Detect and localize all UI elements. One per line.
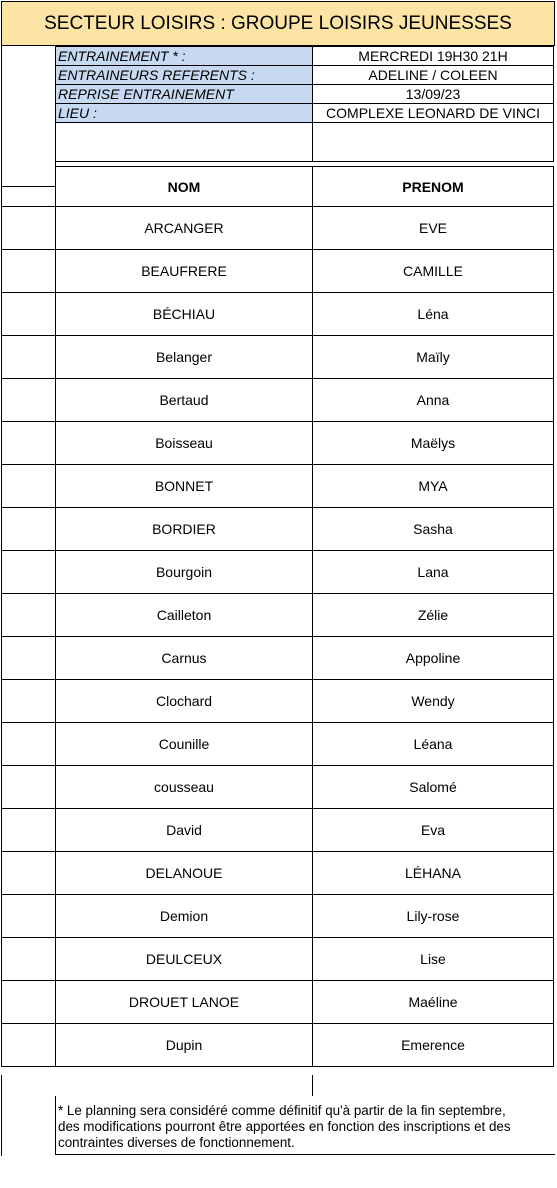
blank-cell bbox=[2, 1024, 56, 1067]
blank-cell bbox=[2, 551, 56, 594]
prenom-cell: LÉHANA bbox=[313, 852, 554, 895]
blank-cell bbox=[2, 852, 56, 895]
prenom-cell: Appoline bbox=[313, 637, 554, 680]
table-row bbox=[2, 250, 554, 293]
prenom-cell: Anna bbox=[313, 379, 554, 422]
prenom-cell: Sasha bbox=[313, 508, 554, 551]
prenom-cell: CAMILLE bbox=[313, 250, 554, 293]
prenom-cell: Lise bbox=[313, 938, 554, 981]
nom-cell: cousseau bbox=[56, 766, 313, 809]
members-table bbox=[1, 166, 554, 1067]
table-row bbox=[2, 1024, 554, 1067]
blank-cell bbox=[2, 336, 56, 379]
blank-cell bbox=[2, 938, 56, 981]
footnote bbox=[55, 1096, 555, 1155]
blank-cell bbox=[2, 981, 56, 1024]
info-row bbox=[56, 104, 554, 123]
column-header-nom: NOM bbox=[56, 167, 313, 207]
info-row bbox=[56, 47, 554, 66]
table-row bbox=[2, 723, 554, 766]
footer-column-line bbox=[312, 1075, 313, 1096]
info-spacer-row bbox=[56, 123, 554, 162]
table-row bbox=[2, 895, 554, 938]
table-row bbox=[2, 938, 554, 981]
info-value: MERCREDI 19H30 21H bbox=[313, 47, 554, 66]
info-row bbox=[56, 85, 554, 104]
prenom-cell: Maïly bbox=[313, 336, 554, 379]
blank-cell bbox=[2, 465, 56, 508]
table-row bbox=[2, 293, 554, 336]
info-value: 13/09/23 bbox=[313, 85, 554, 104]
table-row bbox=[2, 508, 554, 551]
nom-cell: Bourgoin bbox=[56, 551, 313, 594]
table-row bbox=[2, 637, 554, 680]
nom-cell: Belanger bbox=[56, 336, 313, 379]
nom-cell: Boisseau bbox=[56, 422, 313, 465]
table-row bbox=[2, 594, 554, 637]
table-row bbox=[2, 422, 554, 465]
prenom-cell: Léana bbox=[313, 723, 554, 766]
prenom-cell: Maéline bbox=[313, 981, 554, 1024]
page-title: SECTEUR LOISIRS : GROUPE LOISIRS JEUNESSES bbox=[1, 1, 555, 46]
info-label: LIEU : bbox=[56, 104, 313, 123]
blank-cell bbox=[2, 766, 56, 809]
blank-cell bbox=[2, 895, 56, 938]
info-value: COMPLEXE LEONARD DE VINCI bbox=[313, 104, 554, 123]
footer-left-border-line bbox=[1, 1075, 2, 1156]
nom-cell: Cailleton bbox=[56, 594, 313, 637]
prenom-cell: Lily-rose bbox=[313, 895, 554, 938]
prenom-cell: Wendy bbox=[313, 680, 554, 723]
nom-cell: Counille bbox=[56, 723, 313, 766]
table-row bbox=[2, 207, 554, 250]
blank-cell bbox=[2, 422, 56, 465]
blank-cell bbox=[2, 207, 56, 250]
nom-cell: DEULCEUX bbox=[56, 938, 313, 981]
table-row bbox=[2, 336, 554, 379]
prenom-cell: MYA bbox=[313, 465, 554, 508]
table-row bbox=[2, 551, 554, 594]
nom-cell: BÉCHIAU bbox=[56, 293, 313, 336]
footnote-line: contraintes diverses de fonctionnement. bbox=[58, 1135, 295, 1150]
table-row bbox=[2, 680, 554, 723]
prenom-cell: EVE bbox=[313, 207, 554, 250]
prenom-cell: Salomé bbox=[313, 766, 554, 809]
blank-cell bbox=[2, 680, 56, 723]
footnote-line: * Le planning sera considéré comme définitif qu'à partir de la fin septembre, bbox=[58, 1103, 506, 1118]
nom-cell: Dupin bbox=[56, 1024, 313, 1067]
nom-cell: Clochard bbox=[56, 680, 313, 723]
table-row bbox=[2, 981, 554, 1024]
nom-cell: DELANOUE bbox=[56, 852, 313, 895]
info-label: ENTRAINEMENT * : bbox=[56, 47, 313, 66]
prenom-cell: Léna bbox=[313, 293, 554, 336]
nom-cell: ARCANGER bbox=[56, 207, 313, 250]
nom-cell: Demion bbox=[56, 895, 313, 938]
info-row bbox=[56, 66, 554, 85]
footnote-line: des modifications pourront être apportées en fonction des inscriptions et des bbox=[58, 1119, 511, 1134]
info-label: REPRISE ENTRAINEMENT bbox=[56, 85, 313, 104]
spacer-cell bbox=[56, 123, 313, 162]
table-header-row bbox=[2, 167, 554, 207]
blank-cell bbox=[2, 594, 56, 637]
blank-cell bbox=[2, 723, 56, 766]
table-row bbox=[2, 766, 554, 809]
blank-cell bbox=[2, 637, 56, 680]
info-value: ADELINE / COLEEN bbox=[313, 66, 554, 85]
nom-cell: David bbox=[56, 809, 313, 852]
spacer-cell bbox=[313, 123, 554, 162]
blank-cell bbox=[2, 809, 56, 852]
column-header-prenom: PRENOM bbox=[313, 167, 554, 207]
prenom-cell: Zélie bbox=[313, 594, 554, 637]
prenom-cell: Emerence bbox=[313, 1024, 554, 1067]
nom-cell: Bertaud bbox=[56, 379, 313, 422]
blank-cell bbox=[2, 379, 56, 422]
info-table bbox=[55, 46, 554, 162]
nom-cell: DROUET LANOE bbox=[56, 981, 313, 1024]
blank-cell bbox=[2, 250, 56, 293]
blank-cell bbox=[2, 293, 56, 336]
nom-cell: BONNET bbox=[56, 465, 313, 508]
nom-cell: Carnus bbox=[56, 637, 313, 680]
table-row bbox=[2, 465, 554, 508]
prenom-cell: Eva bbox=[313, 809, 554, 852]
table-row bbox=[2, 809, 554, 852]
nom-cell: BEAUFRERE bbox=[56, 250, 313, 293]
nom-cell: BORDIER bbox=[56, 508, 313, 551]
blank-header-cell bbox=[2, 167, 56, 207]
table-row bbox=[2, 852, 554, 895]
info-label: ENTRAINEURS REFERENTS : bbox=[56, 66, 313, 85]
prenom-cell: Maëlys bbox=[313, 422, 554, 465]
prenom-cell: Lana bbox=[313, 551, 554, 594]
table-row bbox=[2, 379, 554, 422]
blank-cell bbox=[2, 508, 56, 551]
